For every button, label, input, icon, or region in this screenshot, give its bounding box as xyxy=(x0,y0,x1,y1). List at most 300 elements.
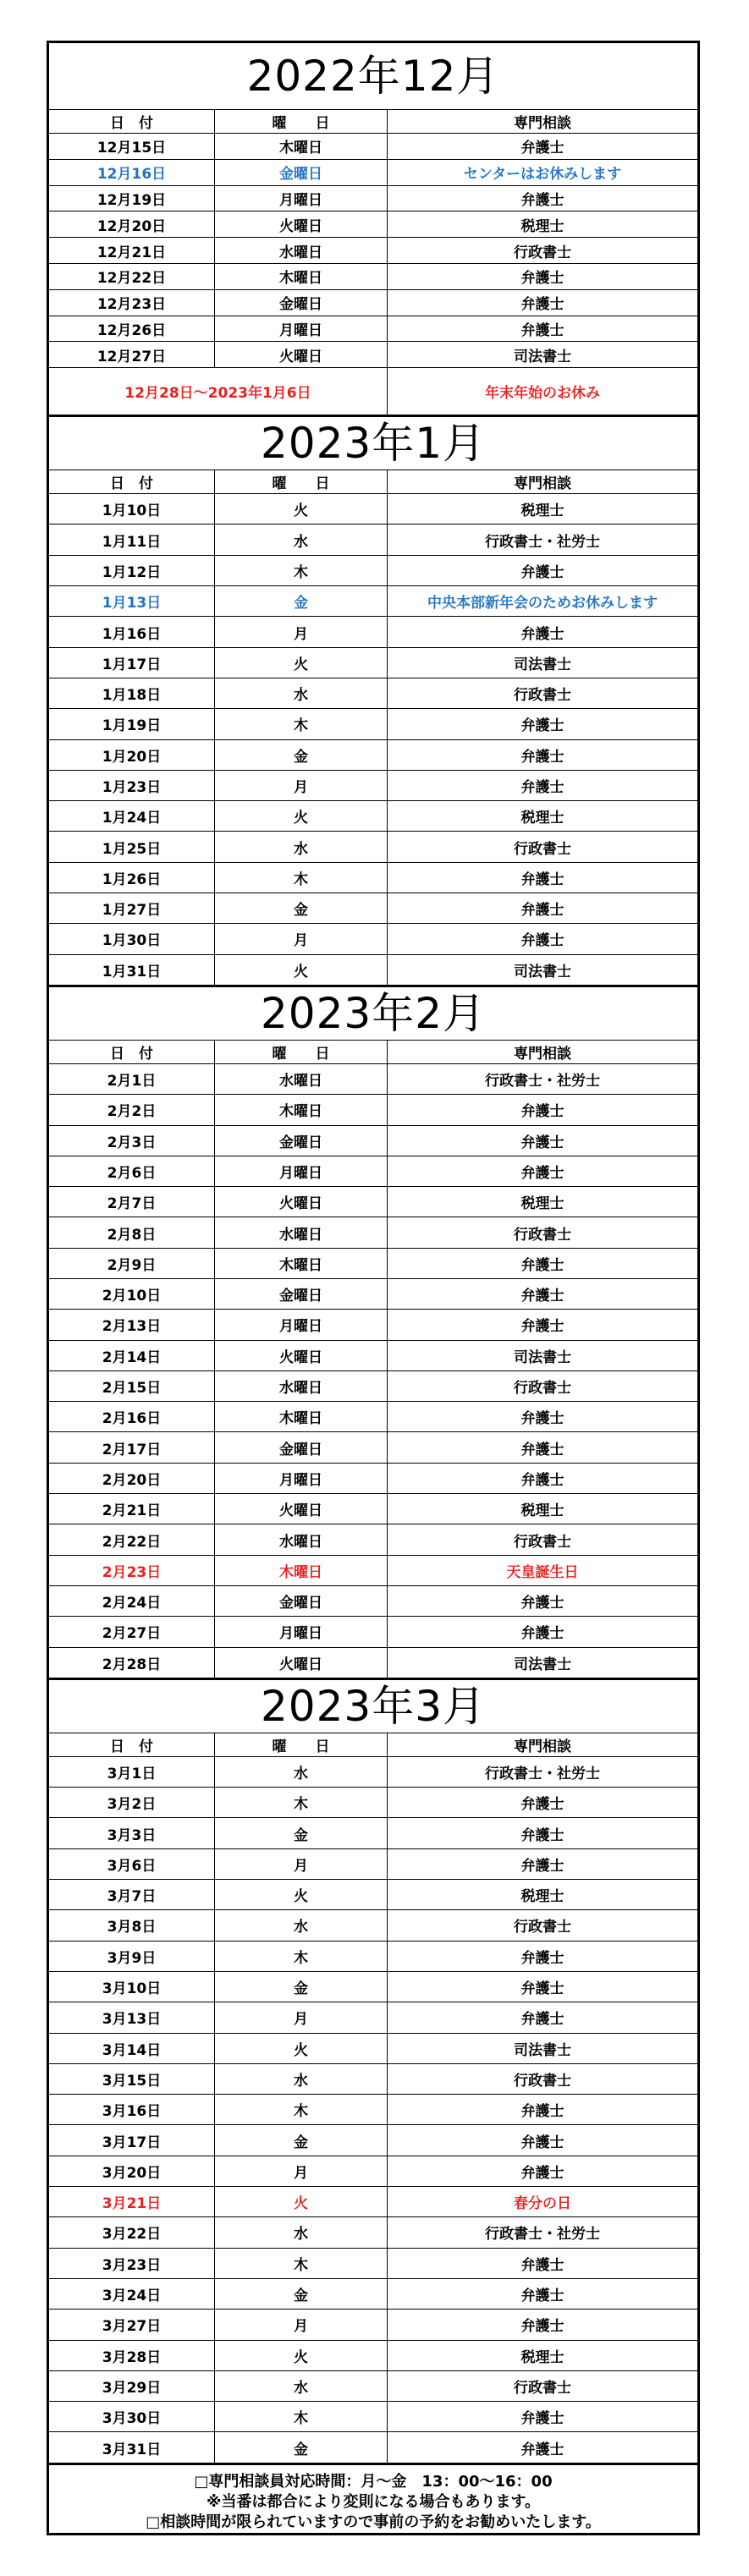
consult-cell: 行政書士 xyxy=(514,244,571,261)
table-row xyxy=(49,186,697,212)
table-row xyxy=(49,678,697,709)
day-cell: 金 xyxy=(215,586,388,616)
consult-cell: 弁護士 xyxy=(520,1410,565,1428)
consult-cell: 弁護士 xyxy=(520,1318,565,1336)
day-cell: 水曜日 xyxy=(215,1524,388,1554)
consult-cell: 弁護士 xyxy=(520,1980,565,1998)
consult-cell: 行政書士 xyxy=(514,840,571,858)
header-date: 日 付 xyxy=(49,1733,215,1756)
day-cell: 木曜日 xyxy=(215,264,388,289)
consult-cell: 弁護士 xyxy=(520,1103,565,1121)
consult-cell: 司法書士 xyxy=(514,1348,571,1366)
date-cell: 2月20日 xyxy=(49,1464,215,1493)
header-consult: 専門相談 xyxy=(514,1738,571,1755)
table-row xyxy=(49,1586,697,1617)
day-cell: 水 xyxy=(215,2371,388,2401)
day-cell: 金 xyxy=(215,1972,388,2002)
day-cell: 水曜日 xyxy=(215,1064,388,1094)
day-cell: 木 xyxy=(215,863,388,893)
date-cell: 2月23日 xyxy=(49,1556,215,1585)
date-cell: 3月30日 xyxy=(49,2402,215,2431)
table-row xyxy=(49,160,697,186)
date-cell: 2月14日 xyxy=(49,1341,215,1370)
date-cell: 1月11日 xyxy=(49,525,215,554)
date-cell: 2月17日 xyxy=(49,1432,215,1462)
table-row xyxy=(49,211,697,238)
day-cell: 月 xyxy=(215,924,388,953)
day-cell: 火曜日 xyxy=(215,1187,388,1217)
table-row xyxy=(49,2371,697,2402)
consult-cell: 弁護士 xyxy=(520,191,565,209)
consult-cell: 弁護士 xyxy=(520,1949,565,1967)
date-cell: 1月19日 xyxy=(49,709,215,739)
consult-cell: 弁護士 xyxy=(520,140,565,157)
date-cell: 12月23日 xyxy=(49,290,215,316)
consult-cell: 弁護士 xyxy=(520,1595,565,1612)
day-cell: 火曜日 xyxy=(215,1341,388,1370)
consult-cell: 弁護士 xyxy=(520,2103,565,2121)
table-row xyxy=(49,2187,697,2217)
day-cell: 火 xyxy=(215,801,388,831)
day-cell: 水曜日 xyxy=(215,1217,388,1247)
table-row xyxy=(49,525,697,555)
table-header xyxy=(49,1041,697,1064)
consult-cell: 弁護士 xyxy=(520,2288,565,2305)
date-cell: 1月31日 xyxy=(49,955,215,985)
consult-cell: 弁護士 xyxy=(520,563,565,581)
day-cell: 金曜日 xyxy=(215,290,388,316)
date-cell: 3月23日 xyxy=(49,2249,215,2278)
table-row xyxy=(49,1818,697,1848)
consult-cell: 弁護士 xyxy=(520,2256,565,2274)
day-cell: 火 xyxy=(215,648,388,678)
table-header xyxy=(49,1733,697,1757)
table-row xyxy=(49,1187,697,1217)
consult-cell: 司法書士 xyxy=(514,656,571,673)
date-cell: 1月26日 xyxy=(49,863,215,893)
table-header xyxy=(49,470,697,494)
day-cell: 火曜日 xyxy=(215,1494,388,1524)
table-row xyxy=(49,801,697,832)
day-cell: 金 xyxy=(215,2432,388,2462)
day-cell: 金曜日 xyxy=(215,1279,388,1309)
table-header xyxy=(49,110,697,134)
day-cell: 金 xyxy=(215,2279,388,2309)
consult-cell: 弁護士 xyxy=(520,932,565,950)
consult-cell: 弁護士 xyxy=(520,902,565,920)
day-cell: 火 xyxy=(215,2034,388,2063)
holiday-label: 年末年始のお休み xyxy=(485,385,600,403)
table-row xyxy=(49,1942,697,1972)
consult-cell: 弁護士 xyxy=(520,1134,565,1151)
consult-cell: 弁護士 xyxy=(520,1826,565,1844)
table-row xyxy=(49,1432,697,1463)
day-cell: 水 xyxy=(215,1757,388,1787)
consult-cell: 弁護士 xyxy=(520,2011,565,2029)
date-cell: 12月19日 xyxy=(49,186,215,211)
date-cell: 2月16日 xyxy=(49,1402,215,1431)
month-title: 2023年2月 xyxy=(49,987,697,1041)
day-cell: 火 xyxy=(215,494,388,524)
day-cell: 火曜日 xyxy=(215,342,388,367)
day-cell: 月曜日 xyxy=(215,1464,388,1493)
consult-cell: 司法書士 xyxy=(514,963,571,980)
date-cell: 2月22日 xyxy=(49,1524,215,1554)
date-cell: 3月6日 xyxy=(49,1849,215,1879)
day-cell: 金 xyxy=(215,893,388,923)
consult-cell: 弁護士 xyxy=(520,2318,565,2336)
day-cell: 火曜日 xyxy=(215,1648,388,1678)
date-cell: 3月24日 xyxy=(49,2279,215,2309)
consult-cell: 弁護士 xyxy=(520,296,565,314)
day-cell: 金 xyxy=(215,2125,388,2155)
consult-cell: 司法書士 xyxy=(514,2041,571,2059)
table-row xyxy=(49,1402,697,1432)
day-cell: 木 xyxy=(215,2249,388,2278)
holiday-row xyxy=(49,368,697,417)
table-row xyxy=(49,617,697,647)
consult-cell: 司法書士 xyxy=(514,1656,571,1673)
consult-cell: 弁護士 xyxy=(520,1625,565,1643)
day-cell: 金曜日 xyxy=(215,1432,388,1462)
date-cell: 3月14日 xyxy=(49,2034,215,2063)
day-cell: 木曜日 xyxy=(215,1556,388,1585)
header-day: 曜 日 xyxy=(215,110,388,133)
table-row xyxy=(49,863,697,893)
table-row xyxy=(49,2432,697,2463)
consult-cell: 弁護士 xyxy=(520,1288,565,1305)
table-row xyxy=(49,2402,697,2432)
table-row xyxy=(49,1880,697,1910)
table-row xyxy=(49,2217,697,2248)
date-cell: 2月27日 xyxy=(49,1617,215,1646)
table-row xyxy=(49,2095,697,2125)
day-cell: 木 xyxy=(215,1942,388,1971)
date-cell: 1月27日 xyxy=(49,893,215,923)
date-cell: 2月2日 xyxy=(49,1095,215,1124)
table-row xyxy=(49,2156,697,2187)
date-cell: 3月16日 xyxy=(49,2095,215,2124)
table-row xyxy=(49,1464,697,1494)
consult-cell: 行政書士 xyxy=(514,2379,571,2397)
table-row xyxy=(49,342,697,368)
day-cell: 月 xyxy=(215,617,388,646)
day-cell: 木 xyxy=(215,556,388,585)
table-row xyxy=(49,1310,697,1340)
table-row xyxy=(49,556,697,586)
date-cell: 1月12日 xyxy=(49,556,215,585)
header-day: 曜 日 xyxy=(215,1041,388,1063)
day-cell: 月曜日 xyxy=(215,1617,388,1646)
consult-cell: 弁護士 xyxy=(520,2441,565,2458)
consult-cell: 弁護士 xyxy=(520,625,565,643)
consult-cell: 春分の日 xyxy=(514,2195,571,2213)
consult-cell: 行政書士 xyxy=(514,687,571,705)
table-row xyxy=(49,1788,697,1818)
consult-cell: 税理士 xyxy=(520,1502,565,1520)
table-row xyxy=(49,1757,697,1788)
date-cell: 12月16日 xyxy=(49,160,215,185)
consult-cell: 行政書士・社労士 xyxy=(485,533,600,551)
date-cell: 2月13日 xyxy=(49,1310,215,1339)
date-cell: 2月28日 xyxy=(49,1648,215,1678)
day-cell: 金曜日 xyxy=(215,160,388,185)
date-cell: 12月21日 xyxy=(49,238,215,263)
consult-cell: 弁護士 xyxy=(520,1256,565,1274)
table-row xyxy=(49,586,697,617)
header-consult: 専門相談 xyxy=(514,115,571,132)
table-row xyxy=(49,1617,697,1647)
consult-cell: センターはお休みします xyxy=(463,166,622,184)
day-cell: 火 xyxy=(215,1880,388,1909)
date-cell: 12月20日 xyxy=(49,211,215,237)
consult-cell: 行政書士 xyxy=(514,2072,571,2090)
table-row xyxy=(49,740,697,771)
date-cell: 1月30日 xyxy=(49,924,215,953)
day-cell: 木 xyxy=(215,2095,388,2124)
consult-cell: 弁護士 xyxy=(520,871,565,888)
date-cell: 2月1日 xyxy=(49,1064,215,1094)
day-cell: 火曜日 xyxy=(215,211,388,237)
table-row xyxy=(49,1341,697,1371)
date-cell: 3月17日 xyxy=(49,2125,215,2155)
day-cell: 水 xyxy=(215,2217,388,2247)
consult-cell: 税理士 xyxy=(520,1888,565,1906)
consult-cell: 行政書士・社労士 xyxy=(485,1073,600,1090)
table-row xyxy=(49,2034,697,2064)
date-cell: 1月23日 xyxy=(49,771,215,800)
footer-line: ※当番は都合により変則になる場合もあります。 xyxy=(206,2492,541,2511)
date-cell: 2月10日 xyxy=(49,1279,215,1309)
date-cell: 3月8日 xyxy=(49,1910,215,1940)
header-consult: 専門相談 xyxy=(514,475,571,493)
header-date: 日 付 xyxy=(49,470,215,493)
footer-line: □相談時間が限られていますので事前の予約をお勧めいたします。 xyxy=(146,2513,601,2531)
table-row xyxy=(49,648,697,678)
date-cell: 1月10日 xyxy=(49,494,215,524)
date-cell: 3月7日 xyxy=(49,1880,215,1909)
table-row xyxy=(49,264,697,290)
date-cell: 2月21日 xyxy=(49,1494,215,1524)
table-row xyxy=(49,1524,697,1555)
header-day: 曜 日 xyxy=(215,1733,388,1756)
date-cell: 2月15日 xyxy=(49,1371,215,1401)
date-cell: 3月22日 xyxy=(49,2217,215,2247)
consult-cell: 弁護士 xyxy=(520,321,565,339)
table-row xyxy=(49,1095,697,1125)
date-cell: 12月26日 xyxy=(49,316,215,342)
consult-cell: 天皇誕生日 xyxy=(506,1563,579,1581)
header-date: 日 付 xyxy=(49,1041,215,1063)
date-cell: 3月3日 xyxy=(49,1818,215,1848)
date-cell: 1月16日 xyxy=(49,617,215,646)
date-cell: 1月24日 xyxy=(49,801,215,831)
table-row xyxy=(49,1064,697,1095)
consult-cell: 弁護士 xyxy=(520,778,565,796)
day-cell: 月 xyxy=(215,2002,388,2032)
date-cell: 2月7日 xyxy=(49,1187,215,1217)
header-day: 曜 日 xyxy=(215,470,388,493)
day-cell: 火 xyxy=(215,955,388,985)
table-row xyxy=(49,1556,697,1586)
day-cell: 金 xyxy=(215,740,388,770)
table-row xyxy=(49,134,697,160)
date-cell: 3月20日 xyxy=(49,2156,215,2186)
consult-cell: 弁護士 xyxy=(520,748,565,766)
table-row xyxy=(49,893,697,924)
table-row xyxy=(49,2279,697,2310)
table-row xyxy=(49,1972,697,2002)
table-row xyxy=(49,955,697,987)
holiday-range: 12月28日～2023年1月6日 xyxy=(49,368,388,415)
table-row xyxy=(49,290,697,316)
consult-cell: 弁護士 xyxy=(520,1857,565,1875)
day-cell: 木曜日 xyxy=(215,1249,388,1278)
consult-cell: 税理士 xyxy=(520,1195,565,1213)
date-cell: 2月3日 xyxy=(49,1126,215,1156)
table-row xyxy=(49,1910,697,1941)
consult-cell: 弁護士 xyxy=(520,2164,565,2182)
day-cell: 金 xyxy=(215,1818,388,1848)
day-cell: 月曜日 xyxy=(215,1310,388,1339)
day-cell: 水 xyxy=(215,2064,388,2094)
date-cell: 12月27日 xyxy=(49,342,215,367)
date-cell: 3月2日 xyxy=(49,1788,215,1817)
day-cell: 木 xyxy=(215,2402,388,2431)
day-cell: 水 xyxy=(215,678,388,708)
consult-cell: 税理士 xyxy=(520,217,565,235)
table-row xyxy=(49,832,697,862)
date-cell: 3月21日 xyxy=(49,2187,215,2216)
date-cell: 1月17日 xyxy=(49,648,215,678)
date-cell: 3月10日 xyxy=(49,1972,215,2002)
consult-cell: 弁護士 xyxy=(520,2410,565,2428)
table-row xyxy=(49,924,697,954)
day-cell: 水 xyxy=(215,832,388,861)
date-cell: 3月27日 xyxy=(49,2310,215,2339)
date-cell: 12月15日 xyxy=(49,134,215,159)
table-row xyxy=(49,2341,697,2371)
consult-cell: 行政書士 xyxy=(514,1226,571,1244)
table-row xyxy=(49,1371,697,1402)
day-cell: 月曜日 xyxy=(215,186,388,211)
date-cell: 2月24日 xyxy=(49,1586,215,1616)
consult-cell: 税理士 xyxy=(520,2348,565,2366)
date-cell: 3月28日 xyxy=(49,2341,215,2370)
consult-cell: 司法書士 xyxy=(514,348,571,365)
month-title: 2022年12月 xyxy=(49,43,697,110)
consult-cell: 弁護士 xyxy=(520,1471,565,1489)
day-cell: 月曜日 xyxy=(215,316,388,342)
header-date: 日 付 xyxy=(49,110,215,133)
consult-cell: 行政書士・社労士 xyxy=(485,2226,600,2244)
day-cell: 月 xyxy=(215,1849,388,1879)
header-consult: 専門相談 xyxy=(514,1045,571,1063)
footer-line: □専門相談員対応時間：月～金 13：00～16：00 xyxy=(194,2472,553,2491)
date-cell: 3月13日 xyxy=(49,2002,215,2032)
consult-cell: 行政書士・社労士 xyxy=(485,1766,600,1782)
table-row xyxy=(49,1494,697,1524)
table-row xyxy=(49,238,697,264)
consult-cell: 税理士 xyxy=(520,810,565,827)
day-cell: 水 xyxy=(215,1910,388,1940)
consult-cell: 弁護士 xyxy=(520,1164,565,1182)
day-cell: 水曜日 xyxy=(215,1371,388,1401)
table-row xyxy=(49,1126,697,1156)
consult-cell: 弁護士 xyxy=(520,2134,565,2151)
table-row xyxy=(49,2249,697,2279)
footer-notes xyxy=(49,2463,697,2533)
consult-cell: 弁護士 xyxy=(520,717,565,735)
consult-cell: 中央本部新年会のためお休みします xyxy=(427,595,658,612)
day-cell: 木曜日 xyxy=(215,134,388,159)
table-row xyxy=(49,494,697,525)
table-row xyxy=(49,2310,697,2340)
day-cell: 月 xyxy=(215,771,388,800)
table-row xyxy=(49,1648,697,1680)
consult-cell: 弁護士 xyxy=(520,270,565,288)
date-cell: 3月1日 xyxy=(49,1757,215,1787)
day-cell: 火 xyxy=(215,2187,388,2216)
date-cell: 1月20日 xyxy=(49,740,215,770)
day-cell: 水 xyxy=(215,525,388,554)
date-cell: 1月18日 xyxy=(49,678,215,708)
consult-cell: 行政書士 xyxy=(514,1533,571,1551)
date-cell: 1月13日 xyxy=(49,586,215,616)
date-cell: 2月6日 xyxy=(49,1156,215,1186)
table-row xyxy=(49,2125,697,2156)
date-cell: 3月9日 xyxy=(49,1942,215,1971)
date-cell: 1月25日 xyxy=(49,832,215,861)
day-cell: 金曜日 xyxy=(215,1586,388,1616)
date-cell: 3月31日 xyxy=(49,2432,215,2462)
date-cell: 2月9日 xyxy=(49,1249,215,1278)
table-row xyxy=(49,1279,697,1310)
day-cell: 木 xyxy=(215,709,388,739)
date-cell: 3月29日 xyxy=(49,2371,215,2401)
table-row xyxy=(49,1849,697,1880)
consult-cell: 行政書士 xyxy=(514,1919,571,1936)
table-row xyxy=(49,771,697,801)
day-cell: 金曜日 xyxy=(215,1126,388,1156)
day-cell: 月 xyxy=(215,2310,388,2339)
consult-cell: 弁護士 xyxy=(520,1796,565,1814)
table-row xyxy=(49,1217,697,1248)
table-row xyxy=(49,316,697,343)
month-title: 2023年3月 xyxy=(49,1680,697,1733)
day-cell: 木曜日 xyxy=(215,1095,388,1124)
consultation-schedule xyxy=(47,41,700,2535)
table-row xyxy=(49,2002,697,2033)
table-row xyxy=(49,1249,697,1279)
table-row xyxy=(49,709,697,739)
table-row xyxy=(49,2064,697,2095)
date-cell: 2月8日 xyxy=(49,1217,215,1247)
table-row xyxy=(49,1156,697,1187)
day-cell: 木 xyxy=(215,1788,388,1817)
consult-cell: 行政書士 xyxy=(514,1380,571,1398)
date-cell: 3月15日 xyxy=(49,2064,215,2094)
month-title: 2023年1月 xyxy=(49,417,697,470)
consult-cell: 税理士 xyxy=(520,503,565,520)
consult-cell: 弁護士 xyxy=(520,1441,565,1458)
day-cell: 木曜日 xyxy=(215,1402,388,1431)
day-cell: 月曜日 xyxy=(215,1156,388,1186)
day-cell: 月 xyxy=(215,2156,388,2186)
date-cell: 12月22日 xyxy=(49,264,215,289)
day-cell: 火 xyxy=(215,2341,388,2370)
day-cell: 水曜日 xyxy=(215,238,388,263)
